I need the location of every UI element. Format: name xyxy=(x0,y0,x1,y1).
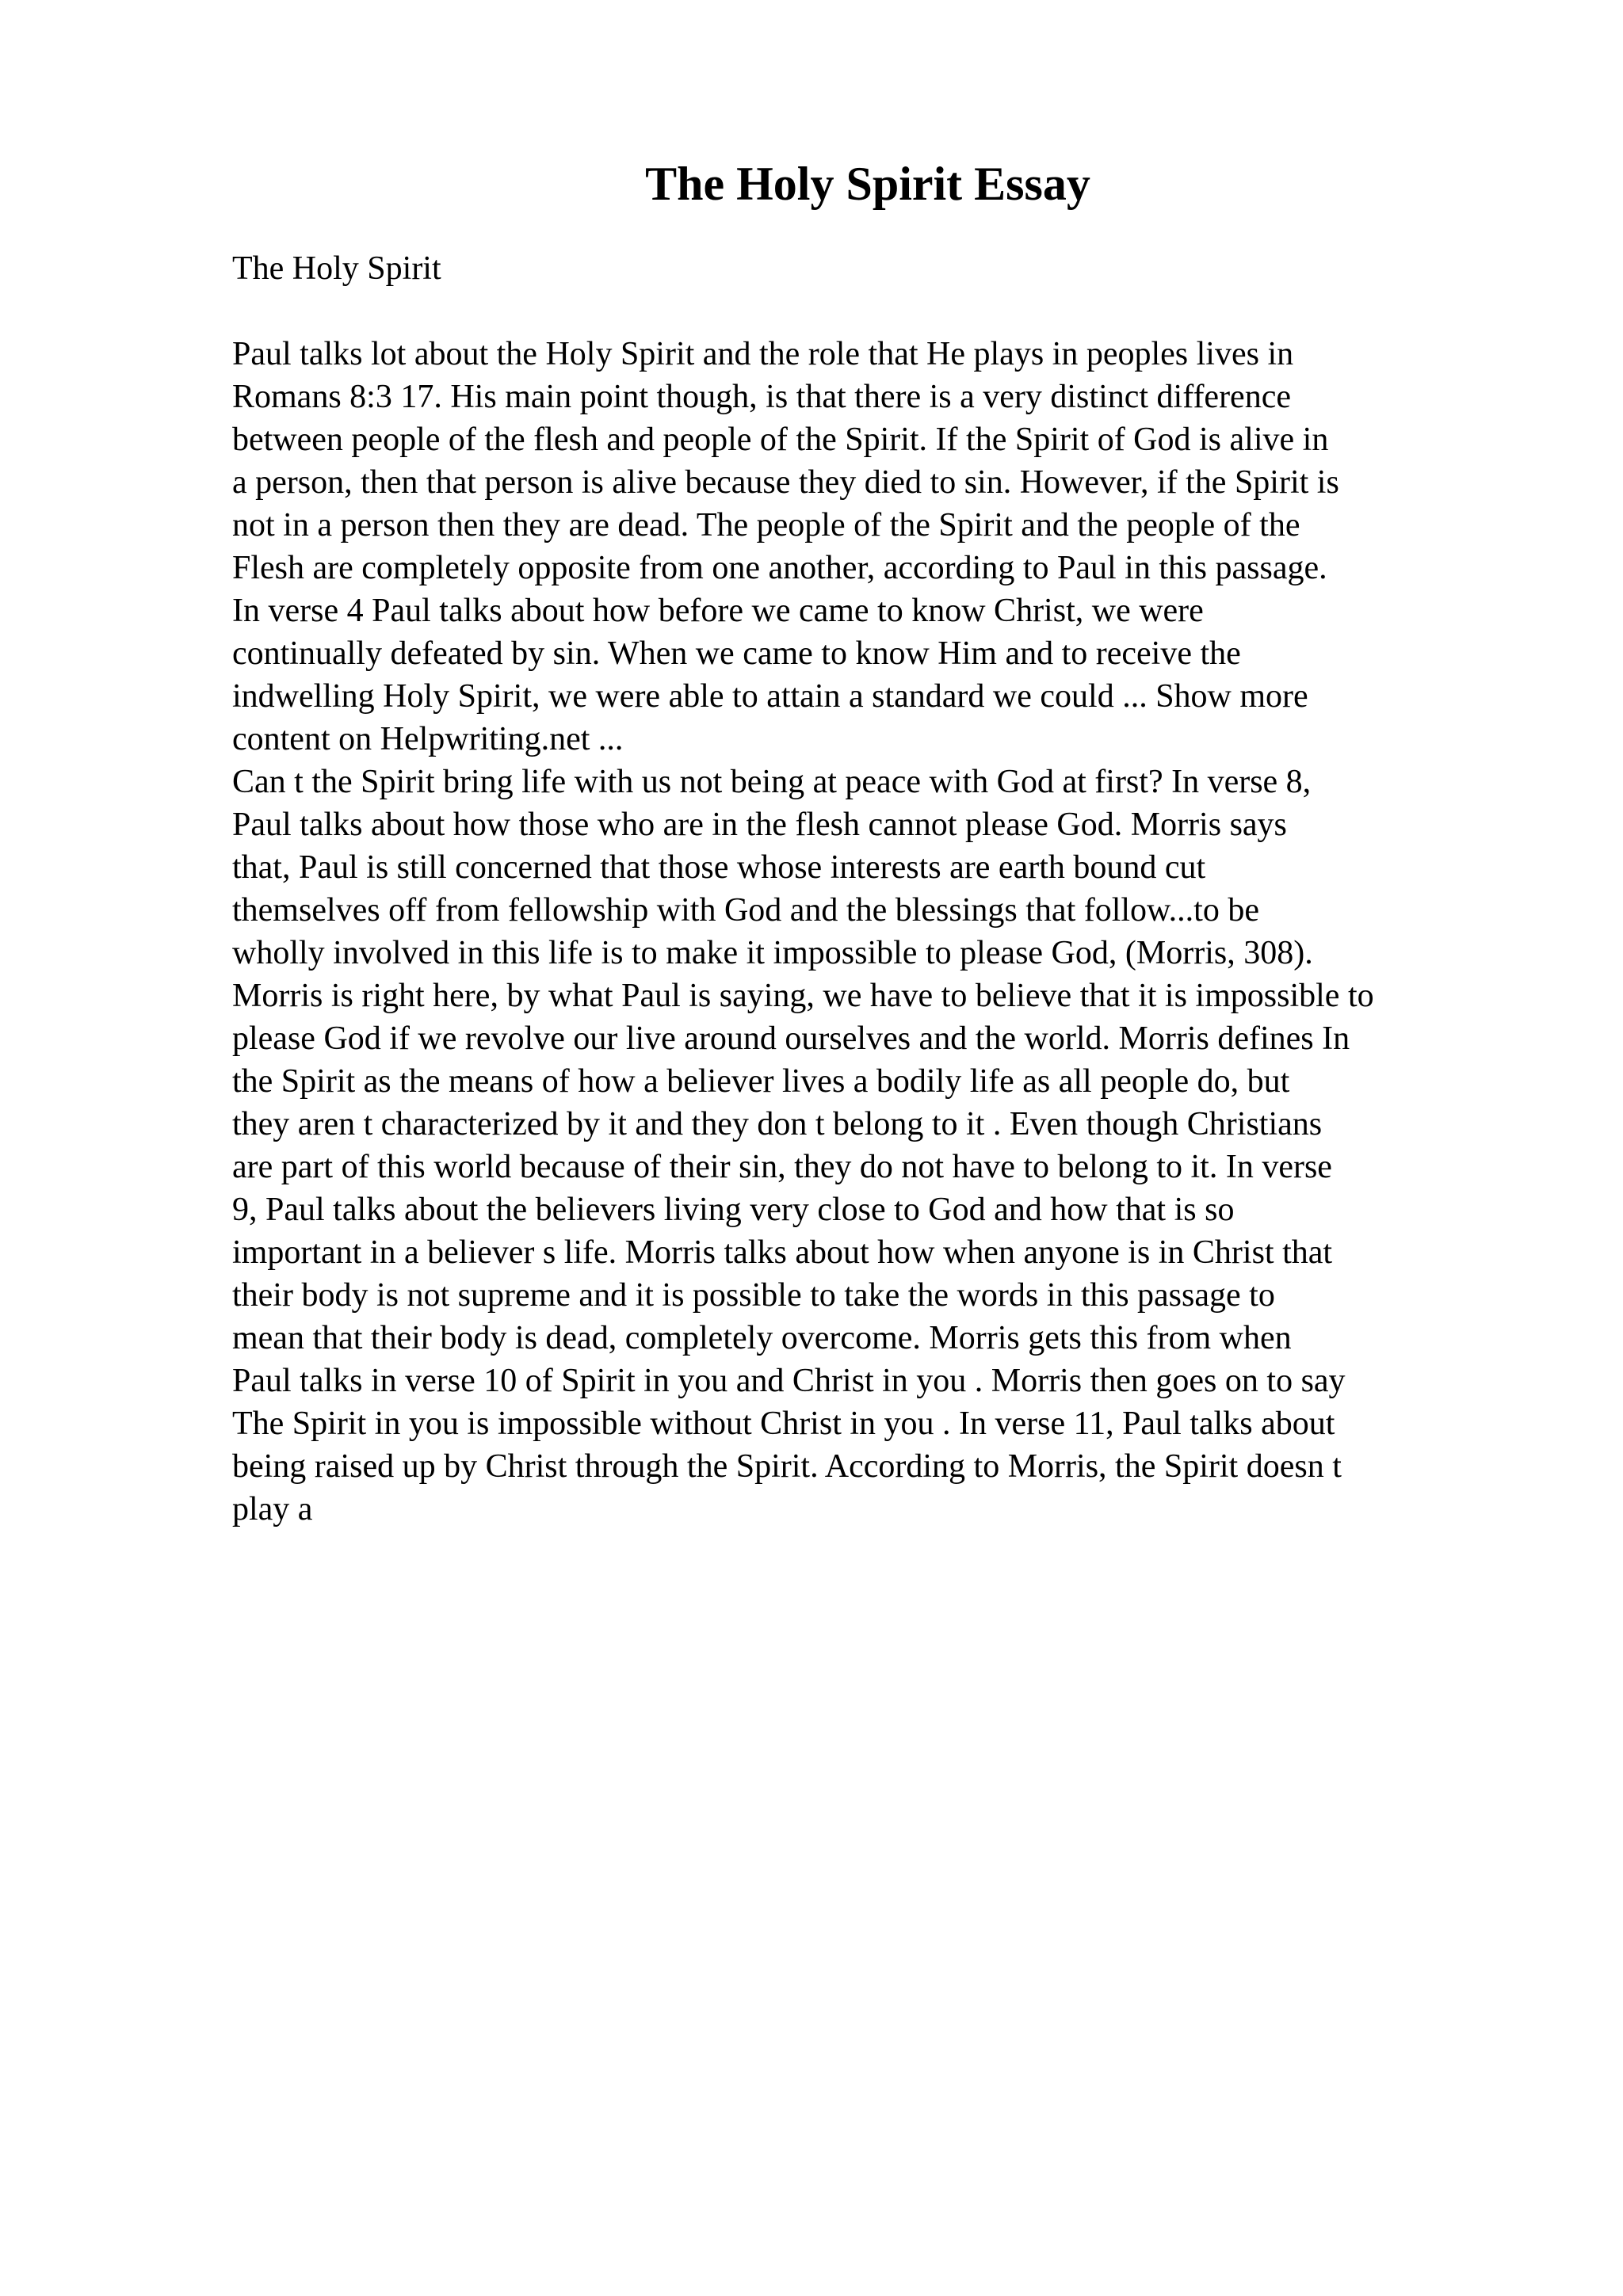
body-line: between people of the flesh and people of the Spirit. If the Spirit of God is alive in xyxy=(232,421,1329,458)
body-line: not in a person then they are dead. The people of the Spirit and the people of the xyxy=(232,507,1300,543)
body-line: Paul talks lot about the Holy Spirit and the role that He plays in peoples lives in xyxy=(232,336,1294,372)
body-line: they aren t characterized by it and they don t belong to it . Even though Christians xyxy=(232,1106,1323,1142)
body-line: themselves off from fellowship with God and the blessings that follow...to be xyxy=(232,892,1259,929)
body-line: Paul talks in verse 10 of Spirit in you and Christ in you . Morris then goes on to say xyxy=(232,1363,1346,1399)
body-line: wholly involved in this life is to make it impossible to please God, (Morris, 308). xyxy=(232,935,1313,971)
body-line: their body is not supreme and it is possible to take the words in this passage to xyxy=(232,1277,1275,1314)
body-line: mean that their body is dead, completely overcome. Morris gets this from when xyxy=(232,1320,1292,1356)
body-line: Can t the Spirit bring life with us not being at peace with God at first? In verse 8, xyxy=(232,764,1312,800)
body-line: In verse 4 Paul talks about how before we came to know Christ, we were xyxy=(232,593,1204,629)
body-line: play a xyxy=(232,1491,313,1527)
body-line: important in a believer s life. Morris talks about how when anyone is in Christ that xyxy=(232,1234,1333,1271)
body-line: indwelling Holy Spirit, we were able to attain a standard we could ... Show more xyxy=(232,678,1308,715)
essay-body xyxy=(232,333,1595,1531)
body-line: The Spirit in you is impossible without Christ in you . In verse 11, Paul talks about xyxy=(232,1405,1335,1442)
body-line: a person, then that person is alive because they died to sin. However, if the Spirit is xyxy=(232,464,1339,501)
body-line: Morris is right here, by what Paul is saying, we have to believe that it is impossible to xyxy=(232,978,1374,1014)
body-line: content on Helpwriting.net ... xyxy=(232,721,624,757)
body-line: 9, Paul talks about the believers living very close to God and how that is so xyxy=(232,1192,1235,1228)
document-title: The Holy Spirit Essay xyxy=(645,158,1090,210)
document-subheading: The Holy Spirit xyxy=(232,250,441,287)
body-line: are part of this world because of their sin, they do not have to belong to it. In verse xyxy=(232,1149,1332,1185)
body-line: Romans 8:3 17. His main point though, is that there is a very distinct difference xyxy=(232,379,1291,415)
body-line: please God if we revolve our live around ourselves and the world. Morris defines In xyxy=(232,1020,1350,1057)
body-line: Paul talks about how those who are in the flesh cannot please God. Morris says xyxy=(232,807,1287,843)
body-line: that, Paul is still concerned that those whose interests are earth bound cut xyxy=(232,849,1206,886)
body-line: the Spirit as the means of how a believer lives a bodily life as all people do, but xyxy=(232,1063,1290,1100)
body-line: Flesh are completely opposite from one another, according to Paul in this passage. xyxy=(232,550,1327,586)
body-line: being raised up by Christ through the Spirit. According to Morris, the Spirit doesn t xyxy=(232,1448,1342,1485)
body-line: continually defeated by sin. When we came to know Him and to receive the xyxy=(232,635,1241,672)
